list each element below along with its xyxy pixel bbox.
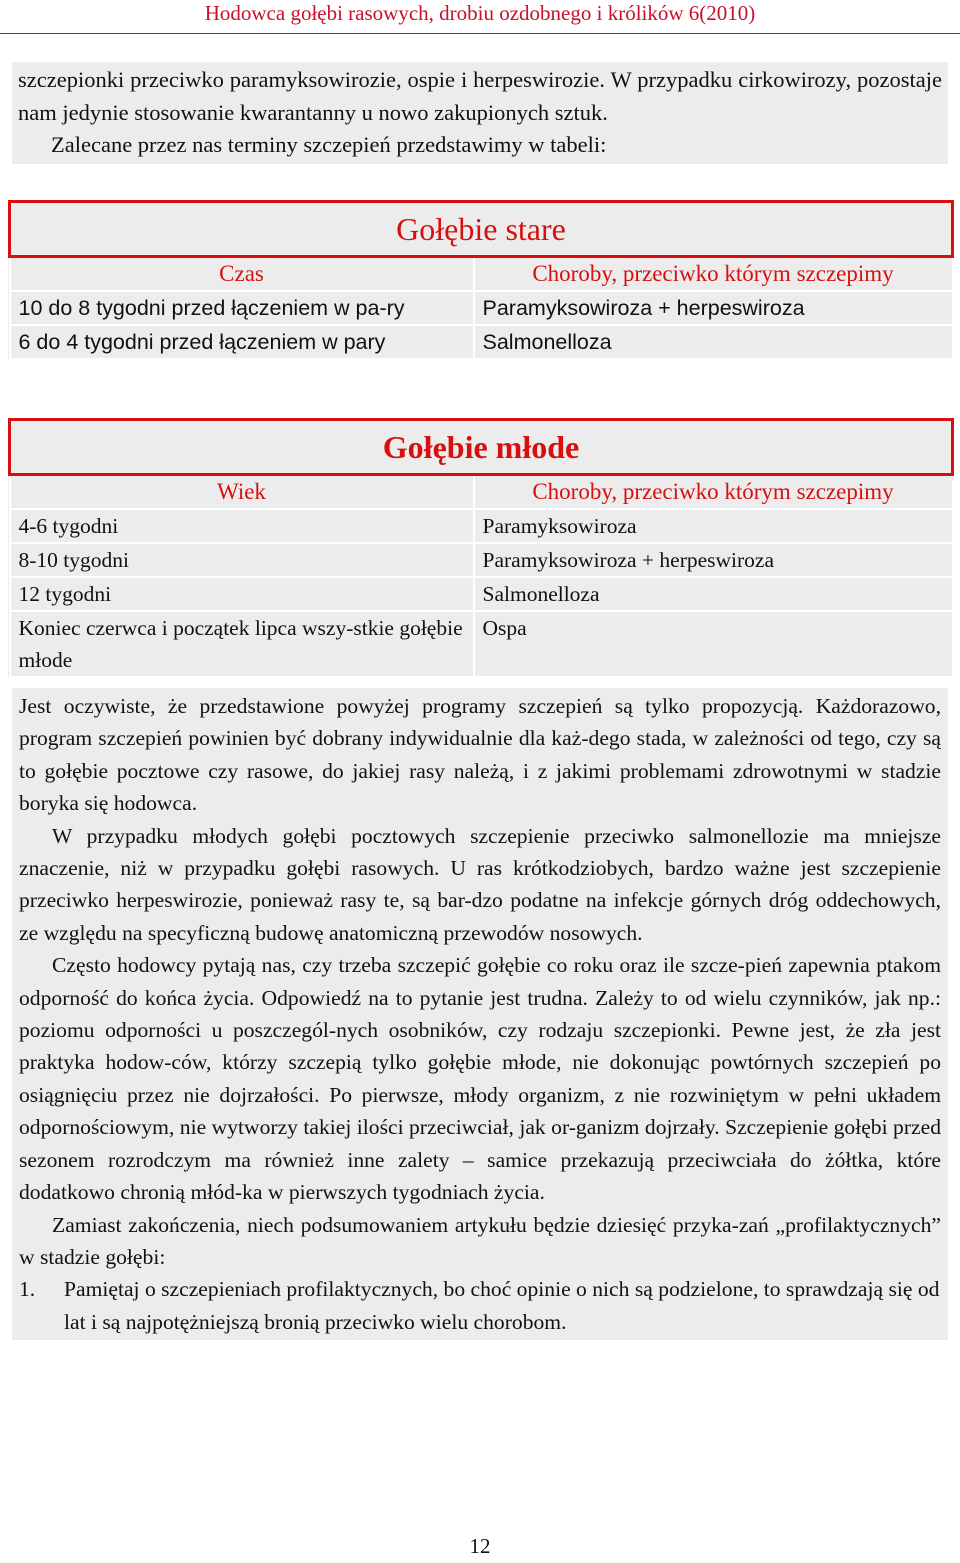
table-cell-age: Koniec czerwca i początek lipca wszy-stkie gołębie młode: [10, 611, 474, 677]
intro-paragraph: szczepionki przeciwko paramyksowirozie, ospie i herpeswirozie. W przypadku cirkowirozy, pozostaje nam jedynie stosowanie kwarantanny u nowo zakupionych sztuk.: [18, 67, 942, 125]
table-cell-age: 8-10 tygodni: [10, 543, 474, 577]
table-row: [10, 325, 953, 359]
table-row: [10, 291, 953, 325]
table-cell-disease: Paramyksowiroza: [474, 509, 953, 543]
table-young-title: Gołębie młode: [10, 420, 953, 475]
table-row: [10, 577, 953, 611]
table-row: [10, 611, 953, 677]
table-row: [10, 543, 953, 577]
body-paragraph: Często hodowcy pytają nas, czy trzeba szczepić gołębie co roku oraz ile szcze-pień zapewnia ptakom odporność do końca życia. Odpowiedź na to pytanie jest trudna. Zależy to od wielu czynników, jak np.: poziomu odporności u poszczegól-nych osobników, czy rodzaju szczepionki. Pewne jest, że zła jest praktyka hodow-ców, którzy szczepią tylko gołębie młode, nie dokonując powtórnych szczepień po osiągnięciu przez nie dojrzałości. Po pierwsze, młody organizm, z nie rozwiniętym w pełni układem odpornościowym, nie wytworzy takiej ilości przeciwciał, jak or-ganizm dojrzały. Szczepienie gołębi przed sezonem rozrodczym ma również inne zalety – samice przekazują przeciwciała do żółtka, które dodatkowo chronią młód-ka w pierwszych tygodniach życia.: [19, 953, 941, 1205]
table-young-header-disease: Choroby, przeciwko którym szczepimy: [474, 475, 953, 510]
header-rule: [0, 33, 960, 34]
table-old-title: Gołębie stare: [10, 202, 953, 257]
table-cell-age: 4-6 tygodni: [10, 509, 474, 543]
table-old-header-time: Czas: [10, 257, 474, 292]
page-number: 12: [469, 1534, 491, 1558]
list-item-number: 1.: [19, 1277, 36, 1302]
table-cell-time: 6 do 4 tygodni przed łączeniem w pary: [10, 325, 474, 359]
list-item: [19, 1273, 941, 1338]
table-cell-time: 10 do 8 tygodni przed łączeniem w pa-ry: [10, 291, 474, 325]
table-cell-disease: Salmonelloza: [474, 577, 953, 611]
table-cell-disease: Paramyksowiroza + herpeswiroza: [474, 291, 953, 325]
table-cell-disease: Ospa: [474, 611, 953, 677]
body-paragraph: Jest oczywiste, że przedstawione powyżej programy szczepień są tylko propozycją. Każdorazowo, program szczepień powinien być dobrany indywidualnie dla każ-dego stada, w zależności od tego, czy są to gołębie pocztowe czy rasowe, do jakiej rasy należą, i z jakimi problemami zdrowotnymi w stadzie boryka się hodowca.: [19, 694, 941, 816]
list-item-text: Pamiętaj o szczepieniach profilaktycznych, bo choć opinie o nich są podzielone, to sprawdzają się od lat i są najpotężniejszą bronią przeciwko wielu chorobom.: [64, 1277, 940, 1334]
table-cell-age: 12 tygodni: [10, 577, 474, 611]
article-body: [12, 688, 948, 1340]
running-title: Hodowca gołębi rasowych, drobiu ozdobnego i królików 6(2010): [204, 1, 756, 25]
table-old-header-disease: Choroby, przeciwko którym szczepimy: [474, 257, 953, 292]
table-cell-disease: Salmonelloza: [474, 325, 953, 359]
table-young-header-age: Wiek: [10, 475, 474, 510]
intro-table-lead: Zalecane przez nas terminy szczepień przedstawimy w tabeli:: [51, 132, 607, 157]
running-header: [0, 0, 960, 48]
body-paragraph: Zamiast zakończenia, niech podsumowaniem artykułu będzie dziesięć przyka-zań „profilaktycznych” w stadzie gołębi:: [19, 1212, 941, 1269]
table-young-pigeons: [8, 418, 954, 678]
table-row: [10, 509, 953, 543]
table-cell-disease: Paramyksowiroza + herpeswiroza: [474, 543, 953, 577]
intro-block: [12, 62, 948, 164]
body-paragraph: W przypadku młodych gołębi pocztowych szczepienie przeciwko salmonellozie ma mniejsze znaczenie, niż w przypadku gołębi rasowych. U ras krótkodziobych, bardzo ważne jest szczepienie przeciwko herpeswirozie, ponieważ rasy te, są bar-dzo podatne na infekcje górnych dróg oddechowych, ze względu na specyficzną budowę anatomiczną przewodów nosowych.: [19, 823, 941, 945]
table-old-pigeons: [8, 200, 954, 360]
